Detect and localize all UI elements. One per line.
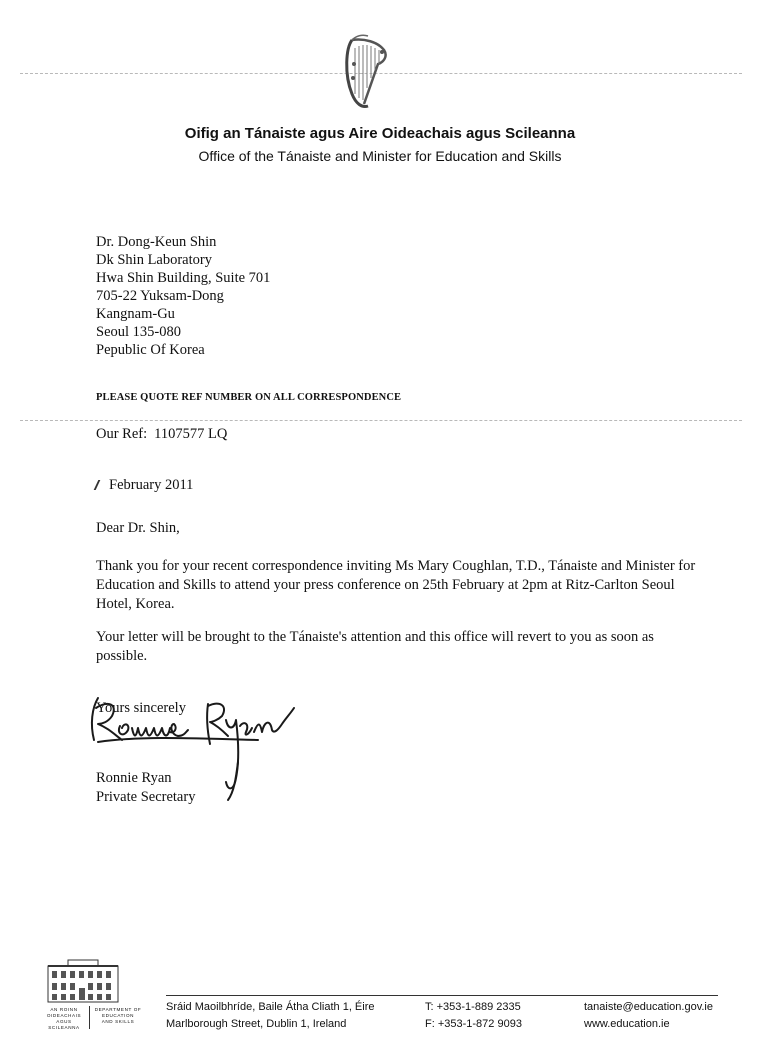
closing: Yours sincerely xyxy=(96,700,186,716)
address-line: Kangnam-Gu xyxy=(96,306,175,322)
recipient-address xyxy=(96,233,270,359)
footer-divider xyxy=(166,995,718,996)
address-line: Pepublic Of Korea xyxy=(96,342,205,358)
our-reference xyxy=(96,426,227,443)
address-line: Hwa Shin Building, Suite 701 xyxy=(96,270,271,286)
department-name-irish: AN ROINN OIDEACHAIS AGUS SCILEANNA xyxy=(46,1007,82,1030)
address-line: 705-22 Yuksam-Dong xyxy=(96,288,224,304)
department-name-english: DEPARTMENT OF EDUCATION AND SKILLS xyxy=(94,1007,142,1024)
signatory-title: Private Secretary xyxy=(96,789,196,805)
footer-phone: T: +353-1-889 2335 xyxy=(425,1001,521,1013)
office-title-irish: Oifig an Tánaiste agus Aire Oideachais agus Scileanna xyxy=(184,125,576,142)
address-line: Dr. Dong-Keun Shin xyxy=(96,234,217,250)
reference-value: 1107577 LQ xyxy=(154,426,228,442)
reference-label: Our Ref: xyxy=(96,426,148,442)
signatory-name: Ronnie Ryan xyxy=(96,770,172,786)
tick-mark-icon xyxy=(94,480,104,490)
footer-website: www.education.ie xyxy=(584,1018,670,1030)
footer-email: tanaiste@education.gov.ie xyxy=(584,1001,713,1013)
address-line: Seoul 135-080 xyxy=(96,324,181,340)
letter-date xyxy=(96,477,193,494)
footer-address-irish: Sráid Maoilbhríde, Baile Átha Cliath 1, Éire xyxy=(166,1001,375,1013)
reference-divider xyxy=(20,420,742,421)
footer-fax: F: +353-1-872 9093 xyxy=(425,1018,522,1030)
harp-emblem-icon xyxy=(338,34,390,112)
office-title-english: Office of the Tánaiste and Minister for Education and Skills xyxy=(198,148,562,164)
footer-address-english: Marlborough Street, Dublin 1, Ireland xyxy=(166,1018,347,1030)
body-paragraph-1: Thank you for your recent correspondence inviting Ms Mary Coughlan, T.D., Tánaiste and Minister for Education and Skills to attend your press conference on 25th February at 2pm at Ritz-Carlton Seoul Hotel, Korea. xyxy=(96,558,696,612)
department-divider xyxy=(89,1006,90,1029)
salutation: Dear Dr. Shin, xyxy=(96,520,180,536)
reference-notice: PLEASE QUOTE REF NUMBER ON ALL CORRESPONDENCE xyxy=(96,392,402,403)
body-paragraph-2: Your letter will be brought to the Tánaiste's attention and this office will revert to you as soon as possible. xyxy=(96,629,654,664)
date-text: February 2011 xyxy=(109,477,194,493)
address-line: Dk Shin Laboratory xyxy=(96,252,212,268)
